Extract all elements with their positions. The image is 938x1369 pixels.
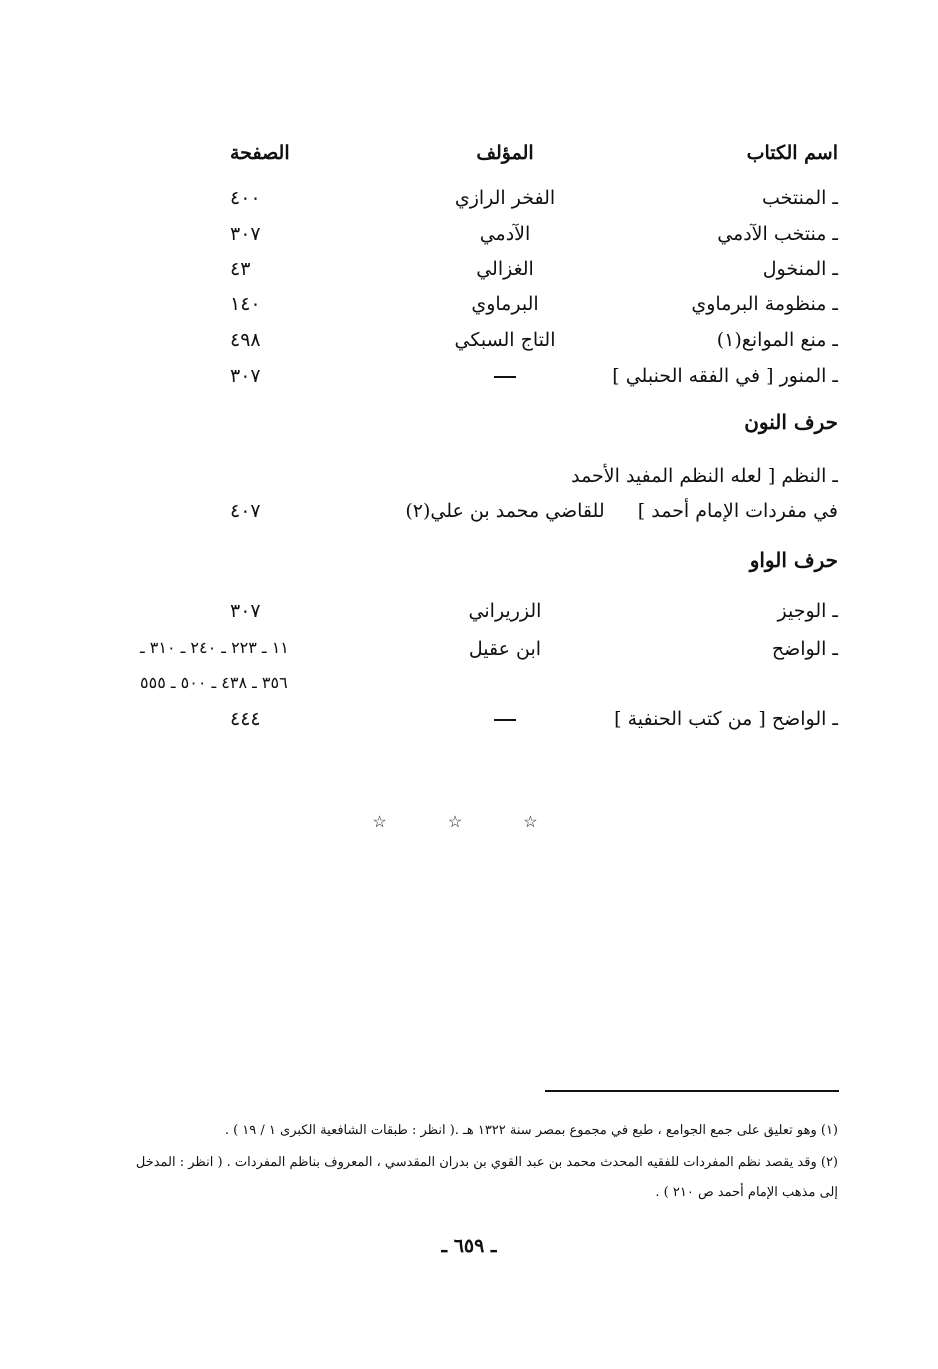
entry-title-line2: في مفردات الإمام أحمد ] <box>637 500 838 522</box>
page-number: ـ ٦٥٩ ـ <box>441 1235 497 1257</box>
entry-page: ٤٠٠ <box>230 187 261 209</box>
entry-author: ابن عقيل <box>468 638 542 660</box>
entry-title: ـ المنخول <box>762 258 838 280</box>
entry-title: ـ منع الموانع(١) <box>716 329 838 351</box>
entry-page: ٤٩٨ <box>230 329 261 351</box>
entry-page: ١٤٠ <box>230 293 261 315</box>
footnote-rule <box>545 1090 839 1092</box>
entry-page: ٤٣ <box>230 258 251 280</box>
header-author: المؤلف <box>476 142 534 164</box>
footnote-1: (١) وهو تعليق على جمع الجوامع ، طبع في مجموع بمصر سنة ١٣٢٢ هـ .( انظر : طبقات الشافعية الكبرى ١ / ١٩ ) . <box>224 1123 838 1138</box>
entry-page: ٤٤٤ <box>230 708 261 730</box>
entry-author: للقاضي محمد بن علي(٢) <box>405 500 605 522</box>
entry-title: ـ منتخب الآدمي <box>717 223 838 245</box>
section-heading-waw: حرف الواو <box>749 548 838 572</box>
header-page: الصفحة <box>230 142 290 164</box>
entry-author: البرماوي <box>471 293 539 315</box>
entry-title-line1: ـ النظم [ لعله النظم المفيد الأحمد <box>571 465 838 487</box>
entry-author: الغزالي <box>476 258 534 280</box>
entry-page: ١١ ـ ٢٢٣ ـ ٢٤٠ ـ ٣١٠ ـ <box>140 638 289 657</box>
entry-title: ـ المنور [ في الفقه الحنبلي ] <box>612 365 838 387</box>
section-separator-stars: ☆ ☆ ☆ <box>372 812 566 831</box>
entry-title: ـ المنتخب <box>761 187 838 209</box>
entry-author: الآدمي <box>479 223 531 245</box>
entry-author-none <box>395 365 615 387</box>
footnote-2-line2: إلى مذهب الإمام أحمد ص ٢١٠ ) . <box>655 1185 838 1200</box>
footnote-2-line1: (٢) وقد يقصد نظم المفردات للفقيه المحدث محمد بن عبد القوي بن بدران المقدسي ، المعروف بناظم المفردات . ( انظر : المدخل <box>135 1155 838 1170</box>
entry-author: التاج السبكي <box>454 329 556 351</box>
entry-author-none <box>395 708 615 730</box>
dash-mark <box>494 376 516 378</box>
entry-page-line2: ٣٥٦ ـ ٤٣٨ ـ ٥٠٠ ـ ٥٥٥ <box>140 673 288 692</box>
header-book-title: اسم الكتاب <box>746 142 838 164</box>
entry-page: ٤٠٧ <box>230 500 261 522</box>
entry-title: ـ منظومة البرماوي <box>691 293 838 315</box>
entry-page: ٣٠٧ <box>230 600 261 622</box>
entry-title: ـ الوجيز <box>777 600 838 622</box>
entry-author: الفخر الرازي <box>454 187 556 209</box>
entry-author: الزريراني <box>468 600 542 622</box>
dash-mark <box>494 719 516 721</box>
entry-page: ٣٠٧ <box>230 365 261 387</box>
entry-title: ـ الواضح <box>771 638 838 660</box>
entry-page: ٣٠٧ <box>230 223 261 245</box>
section-heading-nun: حرف النون <box>744 410 838 434</box>
entry-title: ـ الواضح [ من كتب الحنفية ] <box>614 708 838 730</box>
